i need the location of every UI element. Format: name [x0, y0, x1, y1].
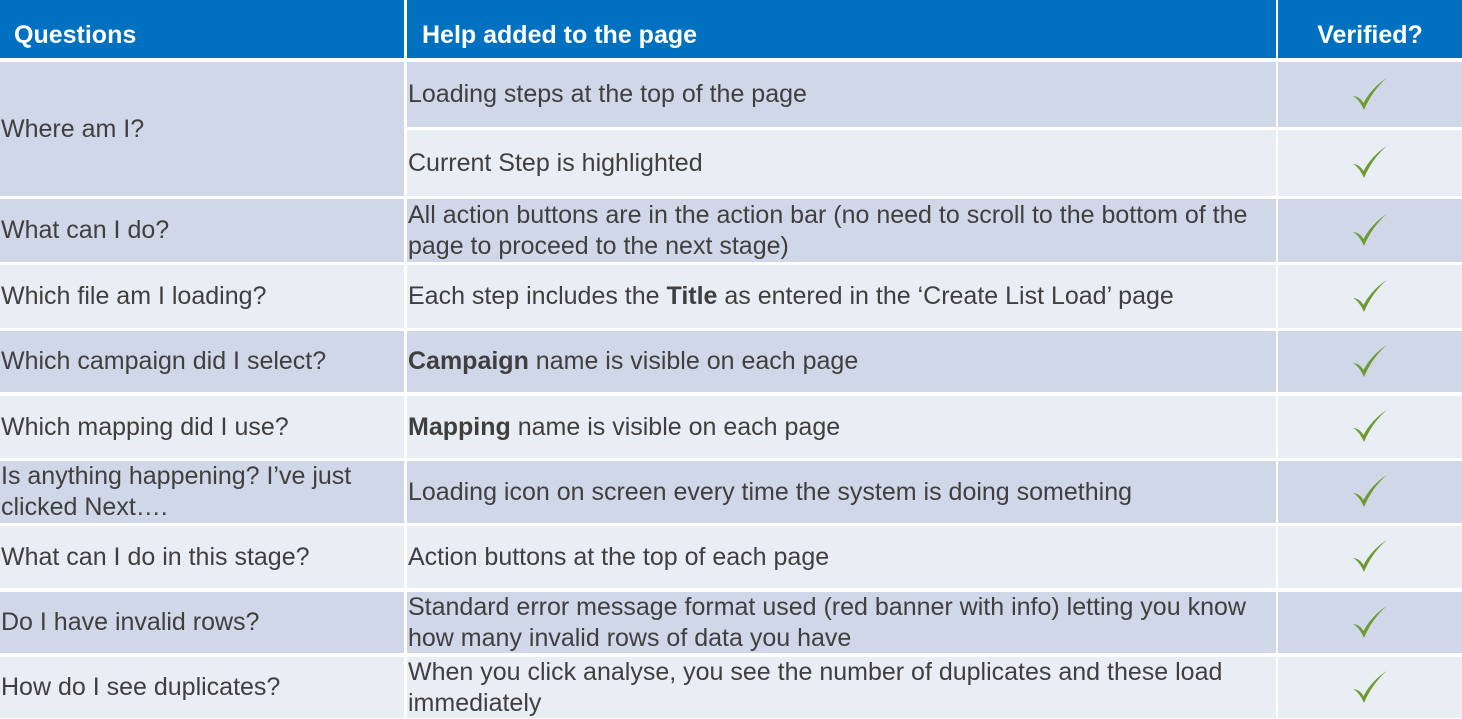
- checkmark-icon: [1351, 144, 1389, 182]
- question-cell: [0, 199, 404, 262]
- help-text-emphasis: Title: [666, 282, 718, 310]
- question-text: What can I do in this stage?: [1, 542, 310, 571]
- help-text-part: Standard error message format used (red banner with info) letting you know how many invalid rows of data you have: [408, 592, 1246, 652]
- question-cell: [0, 461, 404, 523]
- help-text-part: Action buttons at the top of each page: [408, 542, 830, 571]
- help-cell: [407, 657, 1276, 718]
- help-text-part: Current Step is highlighted: [408, 148, 703, 177]
- help-cell: [407, 396, 1276, 458]
- verified-cell: [1278, 461, 1462, 523]
- help-text: [408, 148, 703, 179]
- help-cell: [407, 62, 1276, 127]
- verified-cell: [1278, 199, 1462, 262]
- help-cell: [407, 199, 1276, 262]
- question-text: Which mapping did I use?: [1, 412, 289, 441]
- verified-cell: [1278, 130, 1462, 196]
- checkmark-icon: [1351, 212, 1389, 250]
- question-text: Where am I?: [1, 114, 145, 143]
- question-cell: [0, 396, 404, 458]
- question-text: Which file am I loading?: [1, 282, 267, 310]
- help-text-part: Loading steps at the top of the page: [408, 80, 807, 108]
- help-text-part: All action buttons are in the action bar (no need to scroll to the bottom of the page to proceed to the next stage): [408, 200, 1248, 260]
- help-cell: [407, 331, 1276, 392]
- question-text: Which campaign did I select?: [1, 347, 327, 375]
- help-text: [408, 477, 1132, 508]
- help-text: [408, 281, 1174, 312]
- table-header: [0, 0, 1462, 58]
- header-help: Help added to the page: [407, 0, 1276, 58]
- header-verified: Verified?: [1278, 0, 1462, 58]
- verified-cell: [1278, 396, 1462, 458]
- verified-cell: [1278, 62, 1462, 127]
- question-cell: [0, 526, 404, 588]
- verified-cell: [1278, 592, 1462, 653]
- help-text-emphasis: Mapping: [408, 412, 511, 441]
- checkmark-icon: [1351, 343, 1389, 381]
- verified-cell: [1278, 331, 1462, 392]
- help-cell: [407, 130, 1276, 196]
- question-cell: [0, 657, 404, 718]
- help-text: [408, 79, 807, 110]
- checkmark-icon: [1351, 669, 1389, 707]
- help-text: [408, 200, 1276, 262]
- help-text-part: When you click analyse, you see the number of duplicates and these load immediately: [408, 657, 1223, 717]
- question-text: What can I do?: [1, 216, 170, 244]
- help-cell: [407, 265, 1276, 328]
- question-cell: [0, 592, 404, 653]
- question-text: How do I see duplicates?: [1, 673, 281, 701]
- verified-cell: [1278, 526, 1462, 588]
- checkmark-icon: [1351, 408, 1389, 446]
- help-text-part: name is visible on each page: [528, 347, 859, 375]
- question-text: Do I have invalid rows?: [1, 608, 260, 636]
- question-cell: [0, 331, 404, 392]
- help-cell: [407, 526, 1276, 588]
- help-text-part: name is visible on each page: [510, 412, 841, 441]
- verified-cell: [1278, 657, 1462, 718]
- help-text-emphasis: Campaign: [408, 347, 529, 375]
- verified-cell: [1278, 265, 1462, 328]
- header-questions: Questions: [0, 0, 404, 58]
- checkmark-icon: [1351, 278, 1389, 316]
- help-text-part: Loading icon on screen every time the system is doing something: [408, 477, 1132, 506]
- help-cell: [407, 592, 1276, 653]
- checkmark-icon: [1351, 473, 1389, 511]
- checkmark-icon: [1351, 76, 1389, 114]
- help-text-part: as entered in the ‘Create List Load’ page: [717, 282, 1174, 310]
- help-text: [408, 412, 840, 443]
- help-text-part: Each step includes the: [408, 282, 667, 310]
- help-text: [408, 542, 829, 573]
- help-cell: [407, 461, 1276, 523]
- help-text: [408, 346, 858, 377]
- question-cell: [0, 265, 404, 328]
- question-text: Is anything happening? I’ve just clicked Next….: [1, 462, 352, 521]
- question-cell: [0, 62, 404, 196]
- help-text: [408, 657, 1276, 719]
- help-text: [408, 592, 1276, 654]
- checkmark-icon: [1351, 604, 1389, 642]
- checkmark-icon: [1351, 538, 1389, 576]
